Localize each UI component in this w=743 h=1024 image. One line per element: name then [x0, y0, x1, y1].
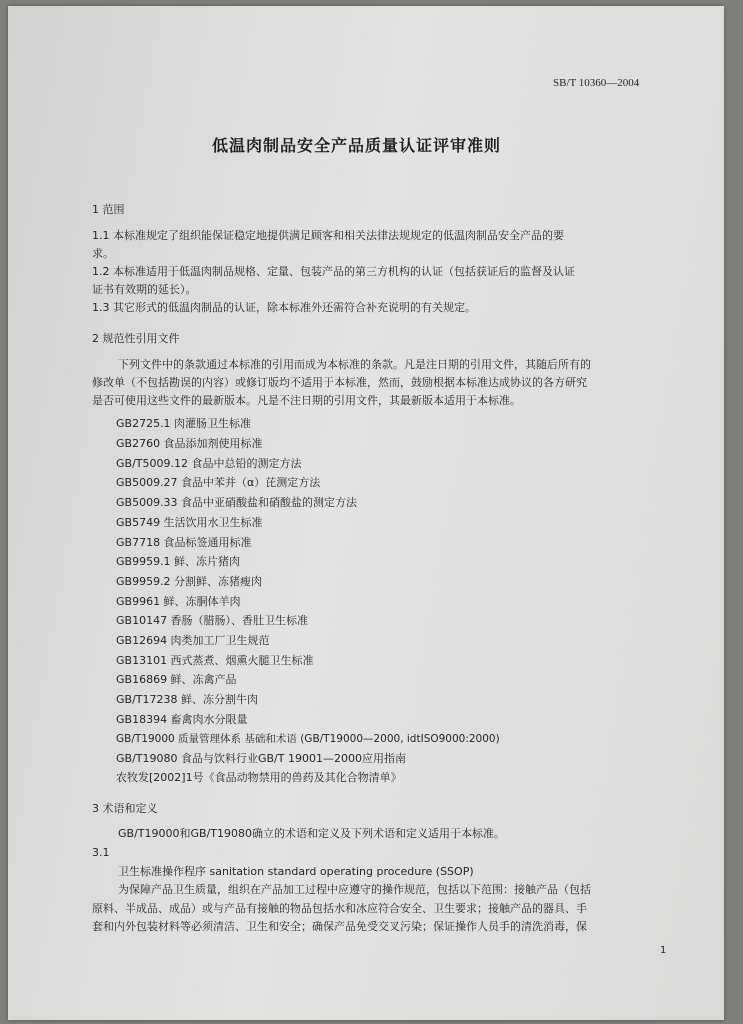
clause-3-1-number: 3.1	[92, 846, 110, 859]
reference-item: GB/T19080 食品与饮料行业GB/T 19001—2000应用指南	[116, 752, 406, 765]
section-3-heading: 3 术语和定义	[92, 802, 158, 815]
reference-item: GB13101 西式蒸煮、烟熏火腿卫生标准	[116, 654, 314, 667]
definition-line-2: 原料、半成品、成品）或与产品有接触的物品包括水和冰应符合安全、卫生要求；接触产品的器具、手	[92, 902, 587, 915]
standard-number: SB/T 10360—2004	[553, 77, 640, 89]
section-2-heading: 2 规范性引用文件	[92, 332, 180, 345]
definition-line-3: 套和内外包装材料等必须清洁、卫生和安全；确保产品免受交叉污染；保证操作人员手的清洗消毒，保	[92, 920, 587, 933]
clause-1-3: 1.3 其它形式的低温肉制品的认证，除本标准外还需符合补充说明的有关规定。	[92, 301, 476, 314]
reference-item: GB2760 食品添加剂使用标准	[116, 437, 263, 450]
reference-item: GB9959.1 鲜、冻片猪肉	[116, 555, 241, 568]
reference-item: GB10147 香肠（腊肠）、香肚卫生标准	[116, 614, 309, 627]
section-1-heading: 1 范围	[92, 203, 125, 216]
clause-1-1-line-1: 1.1 本标准规定了组织能保证稳定地提供满足顾客和相关法律法规规定的低温肉制品安全产品的要	[92, 229, 564, 242]
section-2-intro-line-3: 是否可使用这些文件的最新版本。凡是不注日期的引用文件，其最新版本适用于本标准。	[92, 394, 521, 407]
reference-item: GB9959.2 分割鲜、冻猪瘦肉	[116, 575, 263, 588]
section-2-intro-line-1: 下列文件中的条款通过本标准的引用而成为本标准的条款。凡是注日期的引用文件，其随后所有的	[118, 358, 591, 371]
section-2-intro-line-2: 修改单（不包括勘误的内容）或修订版均不适用于本标准，然而，鼓励根据本标准达成协议的各方研究	[92, 376, 587, 389]
reference-item: GB5009.33 食品中亚硝酸盐和硝酸盐的测定方法	[116, 496, 358, 509]
page-number: 1	[660, 945, 667, 956]
reference-item: 农牧发[2002]1号《食品动物禁用的兽药及其化合物清单》	[116, 771, 402, 784]
reference-item: GB9961 鲜、冻胴体羊肉	[116, 595, 241, 608]
reference-item: GB18394 畜禽肉水分限量	[116, 713, 248, 726]
reference-item: GB/T5009.12 食品中总铅的测定方法	[116, 457, 302, 470]
reference-item: GB/T17238 鲜、冻分割牛肉	[116, 693, 258, 706]
reference-item: GB12694 肉类加工厂卫生规范	[116, 634, 270, 647]
clause-1-2-line-2: 证书有效期的延长）。	[92, 283, 197, 296]
reference-item: GB16869 鲜、冻禽产品	[116, 673, 237, 686]
reference-item: GB7718 食品标签通用标准	[116, 536, 252, 549]
document-title: 低温肉制品安全产品质量认证评审准则	[212, 136, 502, 155]
definition-line-1: 为保障产品卫生质量，组织在产品加工过程中应遵守的操作规范，包括以下范围：接触产品（包括	[118, 883, 591, 896]
clause-1-2-line-1: 1.2 本标准适用于低温肉制品规格、定量、包装产品的第三方机构的认证（包括获证后的监督及认证	[92, 265, 575, 278]
term-ssop: 卫生标准操作程序 sanitation standard operating procedure (SSOP)	[118, 865, 474, 878]
reference-item: GB5009.27 食品中苯并（α）芘测定方法	[116, 476, 321, 489]
clause-1-1-line-2: 求。	[92, 247, 114, 260]
reference-item: GB5749 生活饮用水卫生标准	[116, 516, 263, 529]
reference-item: GB/T19000 质量管理体系 基础和术语 (GB/T19000—2000, idtISO9000:2000)	[116, 733, 500, 745]
section-3-intro: GB/T19000和GB/T19080确立的术语和定义及下列术语和定义适用于本标准。	[118, 827, 505, 840]
reference-item: GB2725.1 肉灌肠卫生标准	[116, 417, 252, 430]
